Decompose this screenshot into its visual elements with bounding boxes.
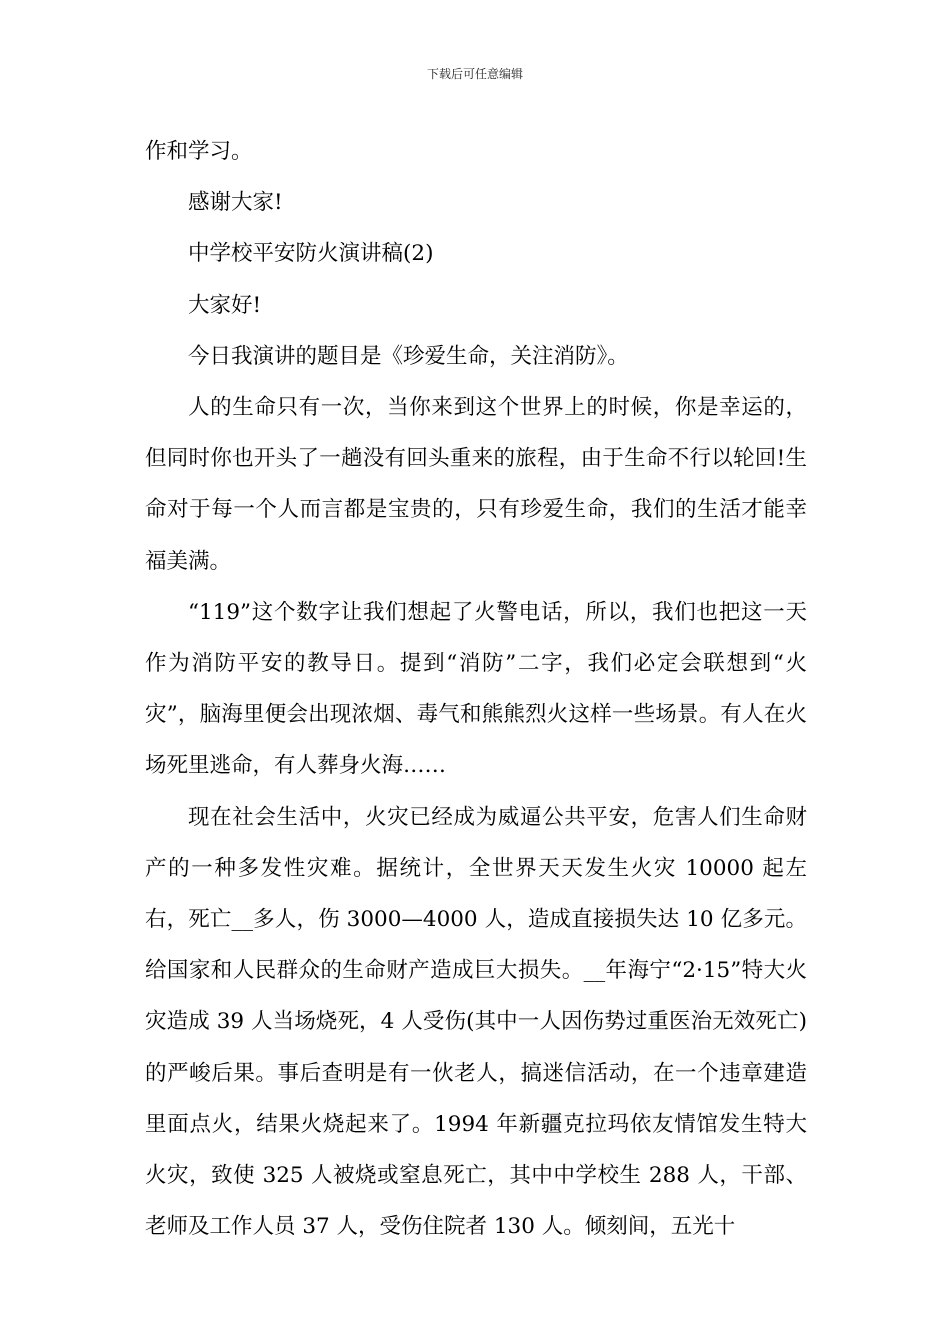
paragraph-continuation: 作和学习。: [145, 139, 253, 164]
page-header: 下载后可任意编辑: [426, 67, 523, 81]
paragraph-119: “119”这个数字让我们想起了火警电话，所以，我们也把这一天作为消防平安的教导日。提到“消防”二字，我们必定会联想到“火灾”，脑海里便会出现浓烟、毒气和熊熊烈火这样一些场景。有人在火场死里逃命，有人葬身火海……: [145, 599, 807, 779]
paragraph-speech-title: 中学校平安防火演讲稿(2): [188, 241, 434, 267]
paragraph-thanks: 感谢大家!: [188, 190, 283, 216]
document-body: [145, 126, 807, 1252]
paragraph-statistics: 现在社会生活中，火灾已经成为威逼公共平安，危害人们生命财产的一种多发性灾难。据统计，全世界天天发生火灾 10000 起左右，死亡__多人，伤 3000—4000 人，造成直接损失达 10 亿多元。给国家和人民群众的生命财产造成巨大损失。__年海宁“2·15”特大火灾造成 39 人当场烧死，4 人受伤(其中一人因伤势过重医治无效死亡)的严峻后果。事后查明是有一伙老人，搞迷信活动，在一个违章建造里面点火，结果火烧起来了。1994 年新疆克拉玛依友情馆发生特大火灾，致使 325 人被烧或窒息死亡，其中中学校生 288 人，干部、老师及工作人员 37 人，受伤住院者 130 人。倾刻间，五光十: [145, 804, 807, 1240]
paragraph-greeting: 大家好!: [188, 292, 262, 318]
paragraph-life: 人的生命只有一次，当你来到这个世界上的时候，你是幸运的，但同时你也开头了一趟没有回头重来的旅程，由于生命不行以轮回!生命对于每一个人而言都是宝贵的，只有珍爱生命，我们的生活才能幸福美满。: [145, 395, 807, 574]
paragraph-topic: 今日我演讲的题目是《珍爱生命，关注消防》。: [188, 343, 629, 369]
